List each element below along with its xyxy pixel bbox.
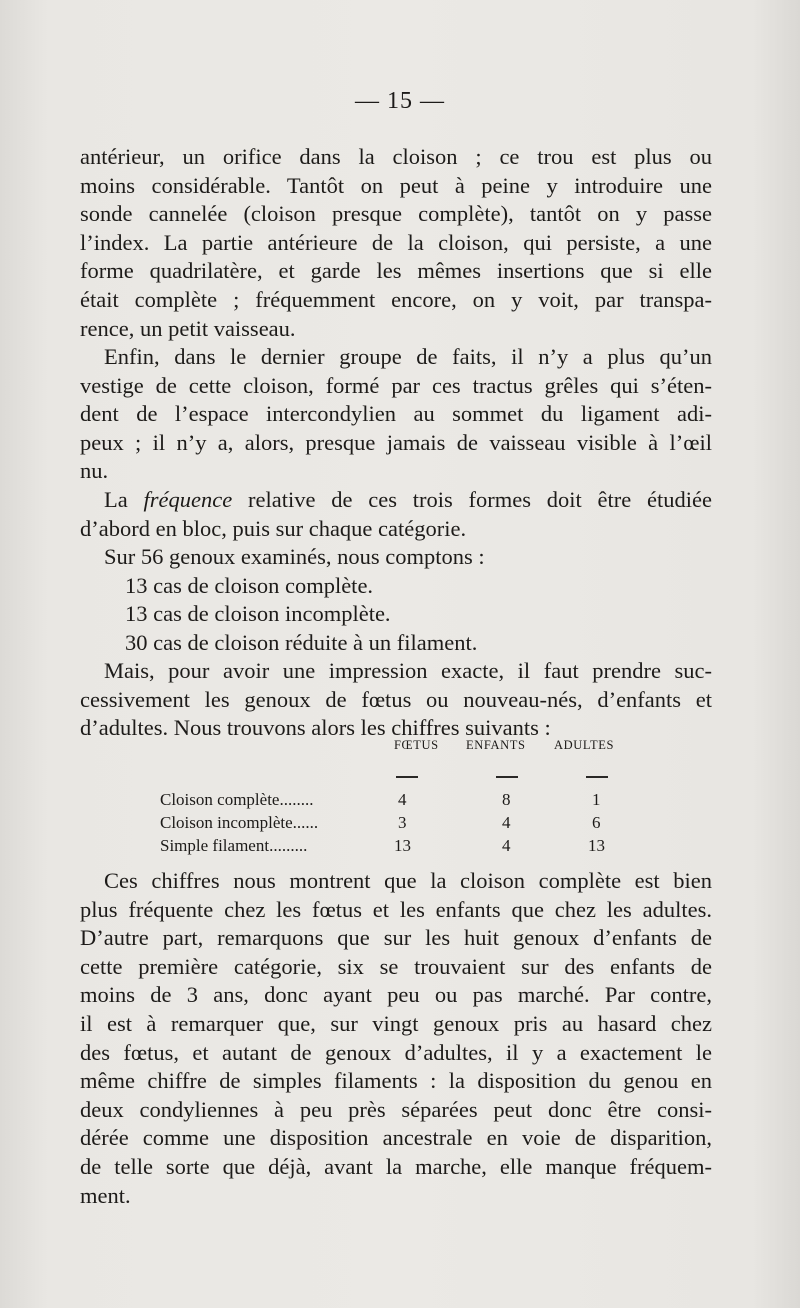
text-line: cette première catégorie, six se trouvaient sur des enfants de xyxy=(80,953,712,979)
table-cell: 4 xyxy=(502,836,511,855)
table-row xyxy=(160,790,630,813)
text-line: forme quadrilatère, et garde les mêmes insertions que si elle xyxy=(80,258,712,284)
text-line: dérée comme une disposition ancestrale en voie de disparition, xyxy=(80,1125,712,1151)
count-intro: Sur 56 genoux examinés, nous comptons : xyxy=(104,544,485,569)
text-line: Ces chiffres nous montrent que la cloison complète est bien xyxy=(104,868,712,893)
table-row xyxy=(160,813,630,836)
text-line: Enfin, dans le dernier groupe de faits, il n’y a plus qu’un xyxy=(104,344,712,369)
table-cell: 4 xyxy=(398,790,407,809)
text-line: était complète ; fréquemment encore, on y voit, par transpa- xyxy=(80,286,712,312)
table-cell: 8 xyxy=(502,790,511,809)
text-line: moins de 3 ans, donc ayant peu ou pas marché. Par contre, xyxy=(80,982,712,1008)
list-item: 13 cas de cloison complète. xyxy=(125,572,374,598)
text-line: des fœtus, et autant de genoux d’adultes, il y a exactement le xyxy=(80,1039,712,1065)
column-header: FŒTUS xyxy=(394,738,439,752)
table-cell: 6 xyxy=(592,813,601,832)
table-dashes xyxy=(160,764,630,790)
text-line: ment. xyxy=(80,1182,131,1208)
text-line: il est à remarquer que, sur vingt genoux pris au hasard chez xyxy=(80,1010,712,1036)
list-item: 30 cas de cloison réduite à un filament. xyxy=(125,629,478,655)
text-line: Mais, pour avoir une impression exacte, il faut prendre suc- xyxy=(104,658,712,683)
text-line: de telle sorte que déjà, avant la marche, elle manque fréquem- xyxy=(80,1153,712,1179)
table-row xyxy=(160,836,630,859)
paragraph-frequence xyxy=(80,486,712,543)
text-line: dent de l’espace intercondylien au sommet du ligament adi- xyxy=(80,401,712,427)
text-line: plus fréquente chez les fœtus et les enfants que chez les adultes. xyxy=(80,896,712,922)
table-cell: 13 xyxy=(394,836,411,855)
italic-term: fréquence xyxy=(143,487,233,512)
statistics-table xyxy=(160,738,630,859)
table-cell: 3 xyxy=(398,813,407,832)
text-line xyxy=(80,486,712,515)
text-line: antérieur, un orifice dans la cloison ; ce trou est plus ou xyxy=(80,144,712,169)
column-header: ENFANTS xyxy=(466,738,526,752)
count-list xyxy=(80,572,712,658)
text-line: vestige de cette cloison, formé par ces tractus grêles qui s’éten- xyxy=(80,372,712,398)
text-fragment: relative de ces trois formes doit être étudiée xyxy=(232,487,712,512)
table-cell: 4 xyxy=(502,813,511,832)
table-header xyxy=(160,738,630,764)
count-section xyxy=(80,543,712,657)
dash-rule xyxy=(396,776,418,778)
text-line: D’autre part, remarquons que sur les huit genoux d’enfants de xyxy=(80,925,712,951)
text-line: peux ; il n’y a, alors, presque jamais de vaisseau visible à l’œil xyxy=(80,429,712,455)
text-line: même chiffre de simples filaments : la disposition du genou en xyxy=(80,1068,712,1094)
text-line: moins considérable. Tantôt on peut à peine y introduire une xyxy=(80,172,712,198)
row-label: Cloison incomplète...... xyxy=(160,813,319,832)
text-line: rence, un petit vaisseau. xyxy=(80,315,296,341)
paragraph-mais xyxy=(80,657,712,743)
dash-rule xyxy=(586,776,608,778)
text-line: deux condyliennes à peu près séparées peut donc être consi- xyxy=(80,1096,712,1122)
paragraph-enfin xyxy=(80,343,712,486)
table-cell: 13 xyxy=(588,836,605,855)
text-line: nu. xyxy=(80,458,109,484)
text-line: sonde cannelée (cloison presque complète), tantôt on y passe xyxy=(80,201,712,227)
list-item: 13 cas de cloison incomplète. xyxy=(125,601,391,627)
paragraph-conclusion xyxy=(80,867,712,1210)
row-label: Simple filament......... xyxy=(160,836,308,855)
text-fragment: La xyxy=(104,487,144,512)
page-number: — 15 — xyxy=(355,88,445,114)
row-label: Cloison complète........ xyxy=(160,790,314,809)
text-line: l’index. La partie antérieure de la cloison, qui persiste, a une xyxy=(80,229,712,255)
table-cell: 1 xyxy=(592,790,601,809)
text-line: cessivement les genoux de fœtus ou nouveau-nés, d’enfants et xyxy=(80,686,712,712)
text-line: d’adultes. Nous trouvons alors les chiffres suivants : xyxy=(80,715,551,741)
text-line: d’abord en bloc, puis sur chaque catégorie. xyxy=(80,515,467,541)
column-header: ADULTES xyxy=(554,738,614,752)
paragraph-orifice xyxy=(80,143,712,343)
dash-rule xyxy=(496,776,518,778)
